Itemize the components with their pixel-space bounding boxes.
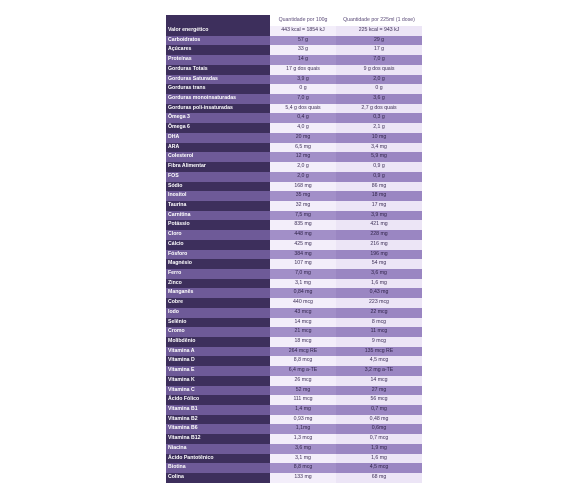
value-per-100g: 32 mg (270, 201, 336, 211)
value-per-dose: 196 mg (336, 250, 422, 260)
value-per-100g: 6,4 mg a-TE (270, 366, 336, 376)
value-per-100g: 1,3 mcg (270, 434, 336, 444)
nutrient-name: ARA (166, 143, 270, 153)
value-per-100g: 26 mcg (270, 376, 336, 386)
nutrient-name: Gorduras Saturadas (166, 75, 270, 85)
table-row (166, 279, 422, 289)
value-per-100g: 168 mg (270, 182, 336, 192)
value-per-100g: 8,8 mcg (270, 463, 336, 473)
value-per-dose: 0,3 g (336, 113, 422, 123)
nutrient-name: Cobre (166, 298, 270, 308)
value-per-dose: 3,6 mg (336, 269, 422, 279)
value-per-dose: 17 mg (336, 201, 422, 211)
value-per-dose: 0,7 mcg (336, 434, 422, 444)
value-per-dose: 2,0 g (336, 75, 422, 85)
header-nutrient (166, 15, 270, 26)
nutrient-name: Valor energético (166, 26, 270, 36)
table-row (166, 104, 422, 114)
value-per-100g: 835 mg (270, 220, 336, 230)
value-per-100g: 107 mg (270, 259, 336, 269)
value-per-100g: 57 g (270, 36, 336, 46)
value-per-100g: 52 mg (270, 386, 336, 396)
table-row (166, 347, 422, 357)
value-per-100g: 111 mcg (270, 395, 336, 405)
value-per-100g: 3,1 mg (270, 454, 336, 464)
value-per-100g: 18 mcg (270, 337, 336, 347)
table-row (166, 415, 422, 425)
value-per-dose: 1,6 mg (336, 454, 422, 464)
value-per-100g: 0 g (270, 84, 336, 94)
value-per-dose: 9 mcg (336, 337, 422, 347)
header-per-100g: Quantidade por 100g (270, 15, 336, 26)
nutrient-name: Proteínas (166, 55, 270, 65)
nutrient-name: Vitamina A (166, 347, 270, 357)
value-per-dose: 11 mcg (336, 327, 422, 337)
value-per-100g: 443 kcal = 1854 kJ (270, 26, 336, 36)
table-row (166, 36, 422, 46)
value-per-dose: 68 mg (336, 473, 422, 483)
table-row (166, 191, 422, 201)
table-row (166, 75, 422, 85)
nutrient-name: Vitamina B1 (166, 405, 270, 415)
value-per-dose: 0,7 mg (336, 405, 422, 415)
value-per-100g: 264 mcg RE (270, 347, 336, 357)
value-per-100g: 384 mg (270, 250, 336, 260)
nutrient-name: Fibra Alimentar (166, 162, 270, 172)
value-per-dose: 228 mg (336, 230, 422, 240)
value-per-100g: 6,5 mg (270, 143, 336, 153)
value-per-dose: 8 mcg (336, 318, 422, 328)
nutrient-name: Fósforo (166, 250, 270, 260)
value-per-dose: 216 mg (336, 240, 422, 250)
table-row (166, 405, 422, 415)
value-per-100g: 7,5 mg (270, 211, 336, 221)
table-row (166, 473, 422, 483)
table-row (166, 220, 422, 230)
nutrient-name: Gorduras poli-insaturadas (166, 104, 270, 114)
nutrient-name: Cromo (166, 327, 270, 337)
value-per-dose: 0,6mg (336, 424, 422, 434)
value-per-dose: 54 mg (336, 259, 422, 269)
value-per-dose: 2,1 g (336, 123, 422, 133)
value-per-dose: 225 kcal = 943 kJ (336, 26, 422, 36)
table-row (166, 327, 422, 337)
table-row (166, 356, 422, 366)
nutrient-name: Cloro (166, 230, 270, 240)
table-row (166, 94, 422, 104)
nutrient-name: Vitamina B12 (166, 434, 270, 444)
table-row (166, 162, 422, 172)
nutrient-name: Magnésio (166, 259, 270, 269)
value-per-dose: 86 mg (336, 182, 422, 192)
nutrient-name: Vitamina B2 (166, 415, 270, 425)
value-per-100g: 4,0 g (270, 123, 336, 133)
table-row (166, 250, 422, 260)
table-row (166, 143, 422, 153)
value-per-100g: 7,0 g (270, 94, 336, 104)
table-row (166, 434, 422, 444)
value-per-100g: 14 mcg (270, 318, 336, 328)
value-per-dose: 1,6 mg (336, 279, 422, 289)
value-per-dose: 4,5 mcg (336, 356, 422, 366)
table-header-row (166, 15, 422, 26)
table-body (166, 26, 422, 483)
nutrient-name: Ferro (166, 269, 270, 279)
table-row (166, 463, 422, 473)
value-per-dose: 14 mcg (336, 376, 422, 386)
value-per-100g: 0,84 mg (270, 288, 336, 298)
value-per-100g: 20 mg (270, 133, 336, 143)
table-row (166, 308, 422, 318)
table-row (166, 172, 422, 182)
value-per-100g: 12 mg (270, 152, 336, 162)
value-per-100g: 21 mcg (270, 327, 336, 337)
value-per-dose: 3,9 mg (336, 211, 422, 221)
nutrient-name: Ácido Fólico (166, 395, 270, 405)
nutrient-name: Vitamina D (166, 356, 270, 366)
value-per-dose: 0,9 g (336, 172, 422, 182)
nutrient-name: Sódio (166, 182, 270, 192)
nutrient-name: DHA (166, 133, 270, 143)
table-row (166, 182, 422, 192)
nutrient-name: Manganês (166, 288, 270, 298)
value-per-100g: 0,4 g (270, 113, 336, 123)
value-per-100g: 133 mg (270, 473, 336, 483)
value-per-100g: 1,1mg (270, 424, 336, 434)
value-per-dose: 7,0 g (336, 55, 422, 65)
value-per-100g: 0,93 mg (270, 415, 336, 425)
table-row (166, 45, 422, 55)
value-per-100g: 425 mg (270, 240, 336, 250)
value-per-dose: 421 mg (336, 220, 422, 230)
value-per-dose: 10 mg (336, 133, 422, 143)
value-per-dose: 3,4 mg (336, 143, 422, 153)
table-row (166, 211, 422, 221)
value-per-100g: 35 mg (270, 191, 336, 201)
table-row (166, 26, 422, 36)
nutrient-name: Iodo (166, 308, 270, 318)
nutrient-name: Taurina (166, 201, 270, 211)
value-per-dose: 56 mcg (336, 395, 422, 405)
value-per-dose: 223 mcg (336, 298, 422, 308)
nutrient-name: Ácido Pantotênico (166, 454, 270, 464)
nutrient-name: Carnitina (166, 211, 270, 221)
table-row (166, 337, 422, 347)
value-per-dose: 18 mg (336, 191, 422, 201)
value-per-dose: 0,48 mg (336, 415, 422, 425)
value-per-100g: 17 g dos quais (270, 65, 336, 75)
table-row (166, 395, 422, 405)
nutrient-name: Ômega 3 (166, 113, 270, 123)
value-per-dose: 17 g (336, 45, 422, 55)
nutrient-name: Gorduras monoinsaturadas (166, 94, 270, 104)
nutrient-name: Vitamina E (166, 366, 270, 376)
value-per-100g: 8,8 mcg (270, 356, 336, 366)
table-row (166, 424, 422, 434)
nutrient-name: Zinco (166, 279, 270, 289)
nutrient-name: Niacina (166, 444, 270, 454)
nutrient-name: Cálcio (166, 240, 270, 250)
nutrient-name: Colesterol (166, 152, 270, 162)
table-row (166, 288, 422, 298)
nutrient-name: FOS (166, 172, 270, 182)
nutrient-name: Gorduras trans (166, 84, 270, 94)
value-per-dose: 4,5 mcg (336, 463, 422, 473)
table-row (166, 84, 422, 94)
nutrient-name: Ômega 6 (166, 123, 270, 133)
value-per-dose: 22 mcg (336, 308, 422, 318)
table-row (166, 366, 422, 376)
table-row (166, 152, 422, 162)
table-row (166, 201, 422, 211)
value-per-dose: 29 g (336, 36, 422, 46)
value-per-100g: 440 mcg (270, 298, 336, 308)
value-per-100g: 43 mcg (270, 308, 336, 318)
nutrient-name: Colina (166, 473, 270, 483)
table-row (166, 298, 422, 308)
table-row (166, 318, 422, 328)
value-per-100g: 448 mg (270, 230, 336, 240)
nutrient-name: Vitamina C (166, 386, 270, 396)
value-per-dose: 0,43 mg (336, 288, 422, 298)
table-row (166, 55, 422, 65)
value-per-100g: 1,4 mg (270, 405, 336, 415)
value-per-100g: 2,0 g (270, 172, 336, 182)
table-row (166, 376, 422, 386)
nutrient-name: Selênio (166, 318, 270, 328)
table-row (166, 133, 422, 143)
table-row (166, 123, 422, 133)
table-row (166, 230, 422, 240)
table-row (166, 113, 422, 123)
header-per-dose: Quantidade por 225ml (1 dose) (336, 15, 422, 26)
value-per-100g: 33 g (270, 45, 336, 55)
table-row (166, 240, 422, 250)
nutrient-name: Gorduras Totais (166, 65, 270, 75)
value-per-100g: 3,6 mg (270, 444, 336, 454)
value-per-100g: 5,4 g dos quais (270, 104, 336, 114)
value-per-100g: 2,0 g (270, 162, 336, 172)
nutrient-name: Inositol (166, 191, 270, 201)
value-per-dose: 2,7 g dos quais (336, 104, 422, 114)
table-row (166, 454, 422, 464)
nutrient-name: Açúcares (166, 45, 270, 55)
value-per-dose: 0,9 g (336, 162, 422, 172)
value-per-dose: 3,2 mg a-TE (336, 366, 422, 376)
value-per-dose: 3,6 g (336, 94, 422, 104)
value-per-dose: 1,9 mg (336, 444, 422, 454)
table-row (166, 259, 422, 269)
nutrient-name: Molibdênio (166, 337, 270, 347)
nutrition-table-container (166, 15, 422, 483)
value-per-100g: 7,0 mg (270, 269, 336, 279)
value-per-dose: 5,9 mg (336, 152, 422, 162)
nutrient-name: Vitamina B6 (166, 424, 270, 434)
value-per-dose: 9 g dos quais (336, 65, 422, 75)
table-row (166, 386, 422, 396)
nutrient-name: Potássio (166, 220, 270, 230)
nutrition-table (166, 15, 422, 483)
value-per-dose: 0 g (336, 84, 422, 94)
value-per-100g: 3,1 mg (270, 279, 336, 289)
table-row (166, 65, 422, 75)
value-per-100g: 14 g (270, 55, 336, 65)
table-row (166, 444, 422, 454)
nutrient-name: Carboidratos (166, 36, 270, 46)
value-per-dose: 27 mg (336, 386, 422, 396)
value-per-100g: 3,9 g (270, 75, 336, 85)
value-per-dose: 135 mcg RE (336, 347, 422, 357)
nutrient-name: Biotina (166, 463, 270, 473)
nutrient-name: Vitamina K (166, 376, 270, 386)
table-row (166, 269, 422, 279)
